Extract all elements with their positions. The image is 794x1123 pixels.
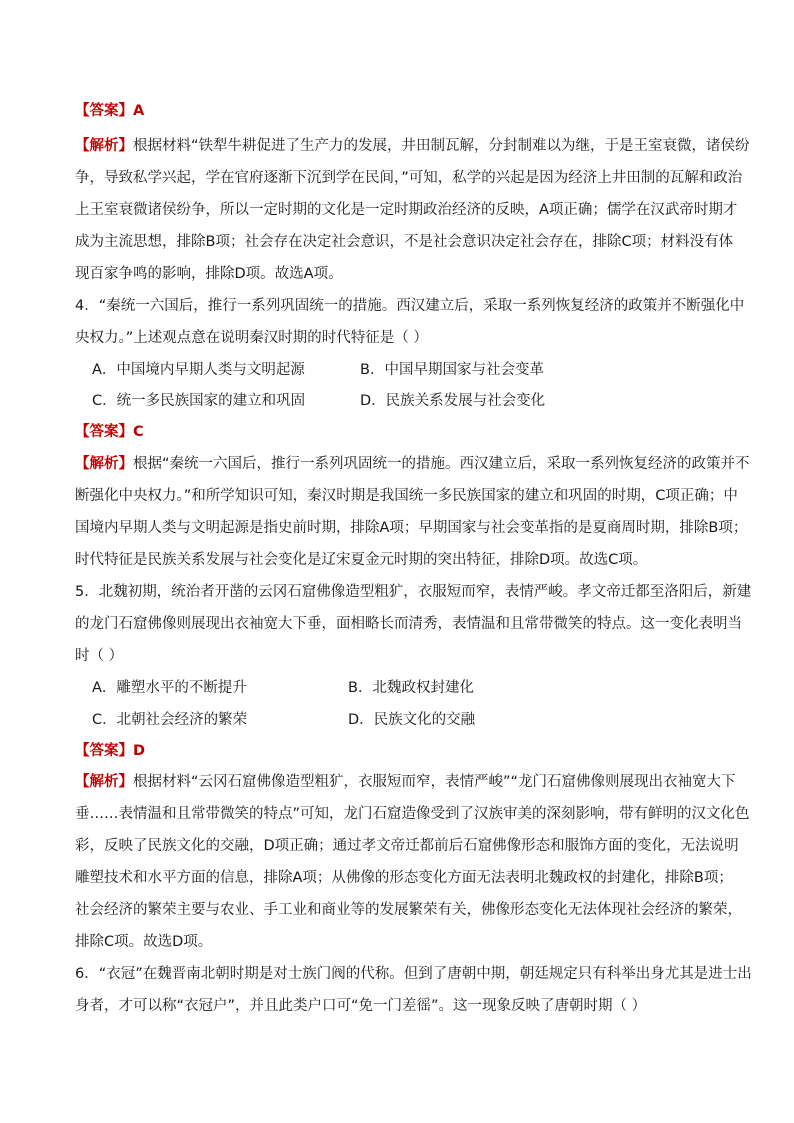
q4-analysis-line: 断强化中央权力。”和所学知识可知，秦汉时期是我国统一多民族国家的建立和巩固的时期，C项正确；中 [75, 488, 738, 504]
q5-analysis-line: 排除C项。故选D项。 [75, 934, 213, 950]
analysis-label: 【解析】 [75, 138, 133, 154]
answer-label: 【答案】 [75, 743, 133, 759]
q3-answer-line [75, 101, 144, 121]
q4-answer-value: C [133, 424, 144, 440]
q5-option-d: D．民族文化的交融 [348, 712, 476, 728]
q3-analysis-line: 上王室衰微诸侯纷争，所以一定时期的文化是一定时期政治经济的反映，A项正确；儒学在汉武帝时期才 [75, 202, 738, 218]
answer-label: 【答案】 [75, 424, 133, 440]
q4-analysis-text: 根据“秦统一六国后，推行一系列巩固统一的措施。西汉建立后，采取一系列恢复经济的政策并不 [133, 456, 750, 472]
q6-question-line: 身者，才可以称“衣冠户”，并且此类户口可“免一门差徭”。这一现象反映了唐朝时期（ ） [75, 998, 647, 1014]
q4-option-c: C．统一多民族国家的建立和巩固 [92, 393, 306, 409]
q4-question-line: 央权力。”上述观点意在说明秦汉时期的时代特征是（ ） [75, 330, 428, 346]
q5-analysis-line: 垂……表情温和且常带微笑的特点”可知，龙门石窟造像受到了汉族审美的深刻影响，带有鲜明的汉文化色 [75, 806, 750, 822]
q4-analysis-line [75, 454, 750, 474]
q3-analysis-line [75, 136, 750, 156]
analysis-label: 【解析】 [75, 774, 133, 790]
q4-option-d: D．民族关系发展与社会变化 [360, 393, 546, 409]
q6-question-line: 6．“衣冠”在魏晋南北朝时期是对士族门阀的代称。但到了唐朝中期，朝廷规定只有科举出身尤其是进士出 [75, 966, 752, 982]
q5-analysis-line: 雕塑技术和水平方面的信息，排除A项；从佛像的形态变化方面无法表明北魏政权的封建化，排除B项； [75, 870, 733, 886]
answer-label: 【答案】 [75, 103, 133, 119]
q5-analysis-line [75, 772, 736, 792]
q4-analysis-line: 时代特征是民族关系发展与社会变化是辽宋夏金元时期的突出特征，排除D项。故选C项。 [75, 552, 648, 568]
q3-analysis-text: 根据材料“铁犁牛耕促进了生产力的发展，井田制瓦解，分封制难以为继，于是王室衰微，诸侯纷 [133, 138, 750, 154]
q5-answer-line [75, 741, 145, 761]
q4-question-line: 4．“秦统一六国后，推行一系列巩固统一的措施。西汉建立后，采取一系列恢复经济的政策并不断强化中 [75, 298, 745, 314]
q5-option-c: C．北朝社会经济的繁荣 [92, 712, 248, 728]
q5-analysis-line: 彩，反映了民族文化的交融，D项正确；通过孝文帝迁都前后石窟佛像形态和服饰方面的变化，无法说明 [75, 838, 739, 854]
q5-answer-value: D [133, 743, 146, 759]
q3-analysis-line: 成为主流思想，排除B项；社会存在决定社会意识，不是社会意识决定社会存在，排除C项；材料没有体 [75, 234, 734, 250]
q5-analysis-text: 根据材料“云冈石窟佛像造型粗犷，衣服短而窄，表情严峻”“龙门石窟佛像则展现出衣袖宽大下 [133, 774, 736, 790]
q5-option-a: A．雕塑水平的不断提升 [92, 680, 247, 696]
q5-option-b: B．北魏政权封建化 [348, 680, 474, 696]
analysis-label: 【解析】 [75, 456, 133, 472]
q5-question-line: 时（ ） [75, 648, 124, 664]
q4-option-a: A．中国境内早期人类与文明起源 [92, 362, 305, 378]
q3-analysis-line: 现百家争鸣的影响，排除D项。故选A项。 [75, 266, 343, 282]
q5-question-line: 5．北魏初期，统治者开凿的云冈石窟佛像造型粗犷，衣服短而窄，表情严峻。孝文帝迁都至洛阳后，新建 [75, 584, 752, 600]
q4-answer-line [75, 422, 144, 442]
q5-question-line: 的龙门石窟佛像则展现出衣袖宽大下垂，面相略长而清秀，表情温和且常带微笑的特点。这一变化表明当 [75, 616, 742, 632]
q4-option-b: B．中国早期国家与社会变革 [360, 362, 544, 378]
q4-analysis-line: 国境内早期人类与文明起源是指史前时期，排除A项；早期国家与社会变革指的是夏商周时期，排除B项； [75, 520, 748, 536]
q5-analysis-line: 社会经济的繁荣主要与农业、手工业和商业等的发展繁荣有关，佛像形态变化无法体现社会经济的繁荣， [75, 902, 742, 918]
q3-analysis-line: 争，导致私学兴起，学在官府逐渐下沉到学在民间，”可知，私学的兴起是因为经济上井田制的瓦解和政治 [75, 170, 743, 186]
q3-answer-value: A [133, 103, 145, 119]
